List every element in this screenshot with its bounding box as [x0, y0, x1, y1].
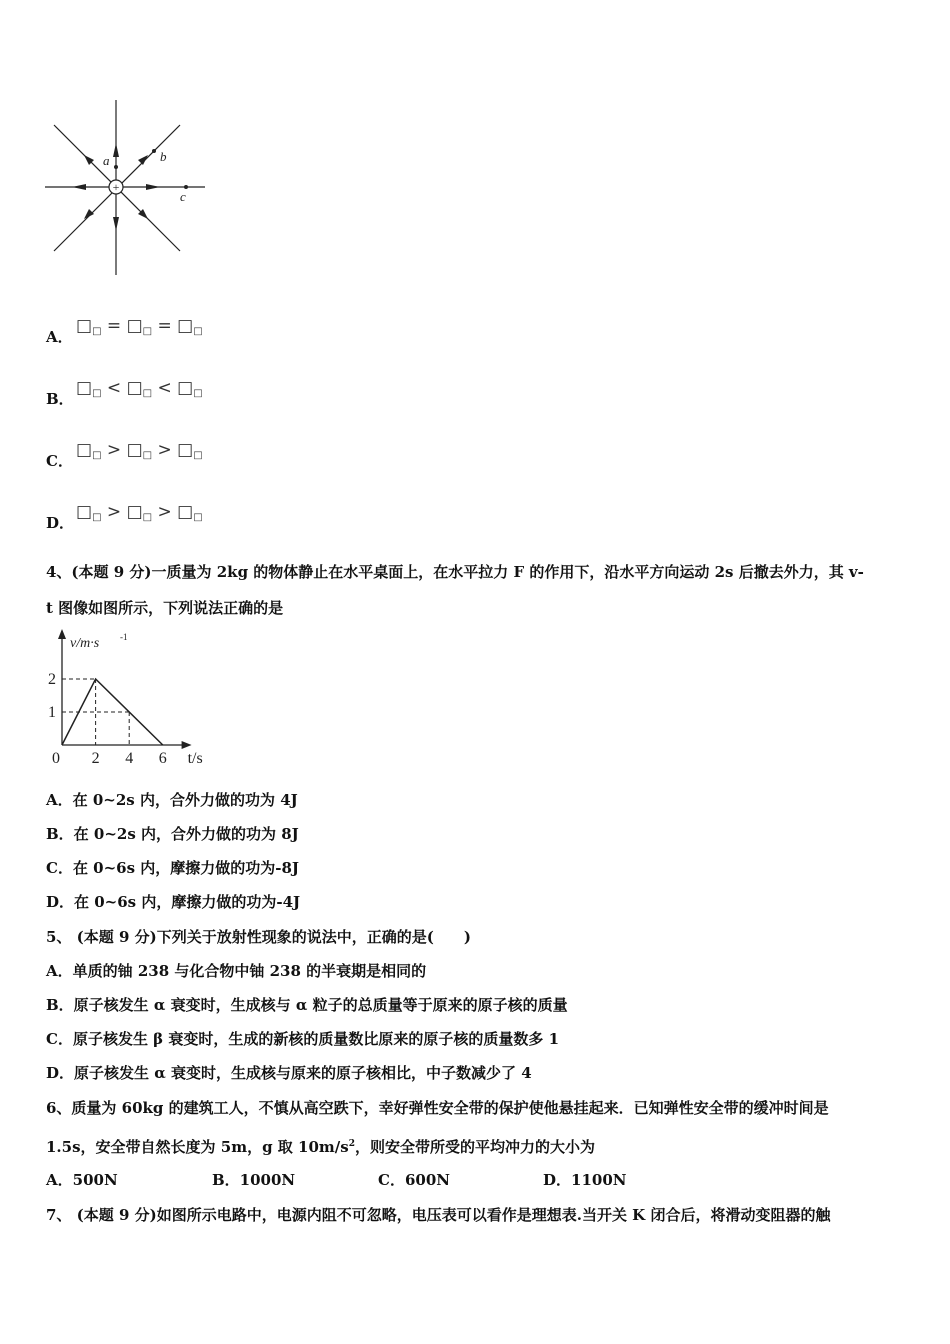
y-axis-arrow [58, 629, 66, 639]
point-c-label: c [180, 189, 186, 204]
missing-glyph-subscript: □ [142, 388, 153, 399]
q4-option-d: D．在 0~6s 内，摩擦力做的功为-4J [46, 893, 301, 911]
point-b-label: b [160, 149, 167, 164]
q5-option-a: A．单质的铀 238 与化合物中铀 238 的半衰期是相同的 [46, 962, 427, 980]
missing-glyph: □ [126, 378, 143, 398]
relation-operator: > [106, 502, 122, 522]
q6-line2-part1: 1.5s，安全带自然长度为 5m，g 取 10m/s [46, 1138, 349, 1156]
q6-line2-superscript: 2 [348, 1139, 355, 1149]
q5-option-b: B．原子核发生 α 衰变时，生成核与 α 粒子的总质量等于原来的原子核的质量 [46, 996, 568, 1014]
q7-stem-line1: 7、 (本题 9 分)如图所示电路中，电源内阻不可忽略，电压表可以看作是理想表.当开关 K 闭合后，将滑动变阻器的触 [46, 1206, 831, 1224]
vt-chart [40, 625, 230, 775]
y-tick-label: 1 [48, 704, 56, 721]
relation-operator: < [157, 378, 172, 398]
missing-glyph: □ [177, 502, 194, 522]
x-tick-label: 2 [91, 750, 100, 767]
missing-glyph-subscript: □ [142, 450, 153, 461]
missing-glyph-subscript: □ [92, 388, 102, 399]
y-tick-label: 2 [48, 671, 56, 688]
missing-glyph: □ [76, 378, 93, 398]
q5-stem: 5、 (本题 9 分)下列关于放射性现象的说法中，正确的是( ) [46, 928, 471, 946]
missing-glyph: □ [76, 440, 93, 460]
missing-glyph-subscript: □ [193, 326, 203, 337]
q4-stem-line2: t 图像如图所示，下列说法正确的是 [46, 599, 284, 617]
q3-option-label: C． [46, 452, 73, 470]
x-axis-arrow [182, 741, 192, 749]
center-charge-symbol: + [112, 180, 120, 194]
missing-glyph-subscript: □ [193, 388, 203, 399]
q6-line2-part2: ，则安全带所受的平均冲力的大小为 [354, 1138, 595, 1156]
q5-option-d: D．原子核发生 α 衰变时，生成核与原来的原子核相比，中子数减少了 4 [46, 1064, 532, 1082]
q3-option-label: B． [46, 390, 74, 408]
q4-stem-line1: 4、(本题 9 分)一质量为 2kg 的物体静止在水平桌面上，在水平拉力 F 的作用下，沿水平方向运动 2s 后撤去外力，其 v- [46, 563, 864, 581]
missing-glyph-subscript: □ [92, 326, 102, 337]
y-axis-label: v/m·s [70, 636, 100, 651]
q6-option-b: B．1000N [212, 1171, 296, 1189]
x-tick-label: 0 [52, 750, 60, 767]
missing-glyph-subscript: □ [92, 512, 102, 523]
q3-option-label: D． [46, 514, 75, 532]
relation-operator: > [157, 502, 172, 522]
field-lines-figure [40, 95, 210, 280]
relation-operator: < [106, 378, 122, 398]
q6-stem-line1: 6、质量为 60kg 的建筑工人，不慎从高空跌下，幸好弹性安全带的保护使他悬挂起来．已知弹性安全带的缓冲时间是 [46, 1099, 829, 1117]
q6-stem-line2 [46, 1134, 595, 1157]
q6-option-a: A．500N [46, 1171, 118, 1189]
q4-option-a: A．在 0~2s 内，合外力做的功为 4J [46, 791, 298, 809]
relation-operator: > [106, 440, 122, 460]
missing-glyph: □ [76, 316, 93, 336]
missing-glyph: □ [126, 316, 143, 336]
missing-glyph: □ [177, 378, 194, 398]
relation-operator: = [106, 316, 122, 336]
missing-glyph: □ [177, 440, 194, 460]
point-a-label: a [103, 153, 110, 168]
x-tick-label: 6 [158, 750, 167, 767]
q6-option-d: D．1100N [543, 1171, 627, 1189]
missing-glyph-subscript: □ [142, 512, 153, 523]
q3-option-expression [76, 378, 203, 399]
relation-operator: = [157, 316, 172, 336]
missing-glyph-subscript: □ [92, 450, 102, 461]
missing-glyph: □ [177, 316, 194, 336]
q4-option-b: B．在 0~2s 内，合外力做的功为 8J [46, 825, 299, 843]
y-axis-label-superscript: -1 [120, 632, 128, 642]
q5-option-c: C．原子核发生 β 衰变时，生成的新核的质量数比原来的原子核的质量数多 1 [46, 1030, 560, 1048]
q4-option-c: C．在 0~6s 内，摩擦力做的功为-8J [46, 859, 300, 877]
missing-glyph: □ [76, 502, 93, 522]
relation-operator: > [157, 440, 172, 460]
q6-option-c: C．600N [378, 1171, 450, 1189]
q3-option-expression [76, 440, 203, 461]
q3-option-expression [76, 502, 203, 523]
missing-glyph-subscript: □ [193, 512, 203, 523]
x-tick-label: 4 [125, 750, 134, 767]
x-axis-label: t/s [187, 750, 203, 767]
q3-option-expression [76, 316, 203, 337]
missing-glyph: □ [126, 502, 143, 522]
missing-glyph: □ [126, 440, 143, 460]
missing-glyph-subscript: □ [193, 450, 203, 461]
missing-glyph-subscript: □ [142, 326, 153, 337]
q3-option-label: A． [46, 328, 73, 346]
